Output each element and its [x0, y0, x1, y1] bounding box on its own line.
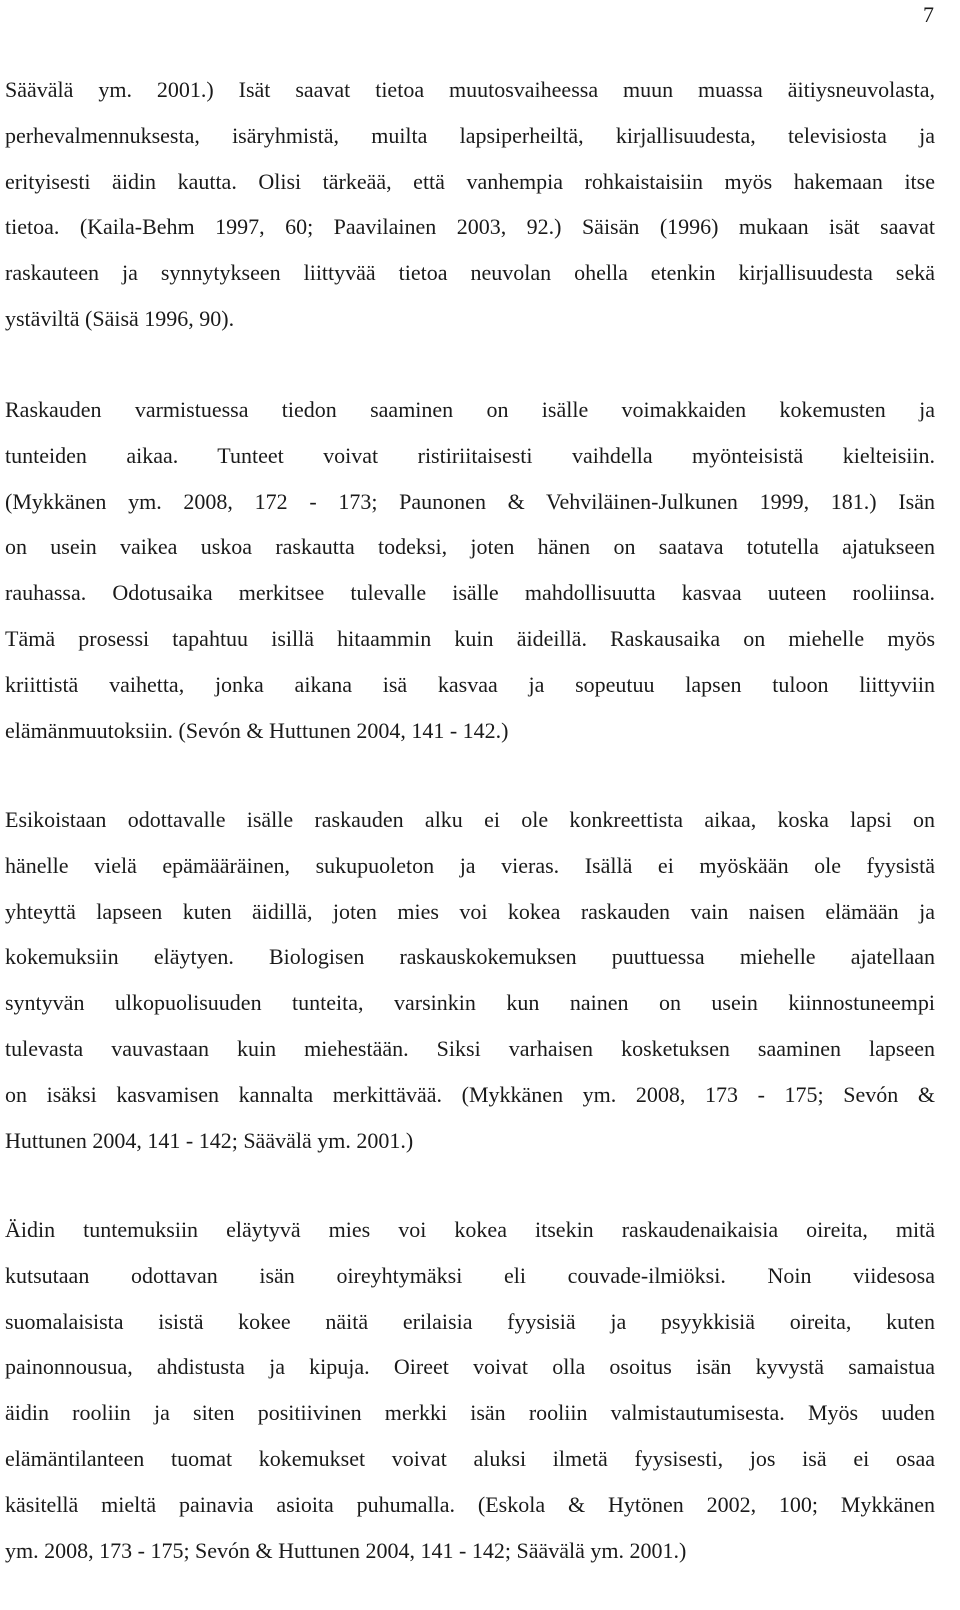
- text-line: hänelle vielä epämääräinen, sukupuoleton ja vieras. Isällä ei myöskään ole fyysistä: [5, 852, 935, 878]
- text-line: raskauteen ja synnytykseen liittyvää tietoa neuvolan ohella etenkin kirjallisuudesta sekä: [5, 260, 935, 286]
- text-line: Säävälä ym. 2001.) Isät saavat tietoa muutosvaiheessa muun muassa äitiysneuvolasta,: [5, 77, 935, 102]
- page-number: 7: [923, 2, 934, 27]
- text-line: perhevalmennuksesta, isäryhmistä, muilta lapsiperheiltä, kirjallisuudesta, televisiosta ja: [5, 122, 935, 148]
- text-line: ystäviltä (Säisä 1996, 90).: [5, 305, 235, 331]
- text-line: Raskauden varmistuessa tiedon saaminen on isälle voimakkaiden kokemusten ja: [5, 397, 935, 422]
- text-line: elämänmuutoksiin. (Sevón & Huttunen 2004, 141 - 142.): [5, 717, 509, 743]
- paragraph-2: [5, 387, 935, 753]
- paragraph-1: [5, 67, 935, 342]
- text-line: yhteyttä lapseen kuten äidillä, joten mies voi kokea raskauden vain naisen elämään ja: [5, 898, 935, 924]
- paragraph-3: [5, 797, 935, 1163]
- text-line: suomalaisista isistä kokee näitä erilaisia fyysisiä ja psyykkisiä oireita, kuten: [5, 1308, 935, 1334]
- text-line: Huttunen 2004, 141 - 142; Säävälä ym. 2001.): [5, 1127, 414, 1153]
- text-line: on usein vaikea uskoa raskautta todeksi, joten hänen on saatava totutella ajatukseen: [5, 534, 935, 560]
- text-line: erityisesti äidin kautta. Olisi tärkeää, että vanhempia rohkaistaisiin myös hakemaan itse: [5, 168, 935, 194]
- text-line: tietoa. (Kaila-Behm 1997, 60; Paavilainen 2003, 92.) Säisän (1996) mukaan isät saavat: [5, 214, 935, 240]
- text-line: Äidin tuntemuksiin eläytyvä mies voi kokea itsekin raskaudenaikaisia oireita, mitä: [5, 1217, 935, 1242]
- text-line: on isäksi kasvamisen kannalta merkittävää. (Mykkänen ym. 2008, 173 - 175; Sevón &: [5, 1081, 935, 1107]
- text-line: painonnousua, ahdistusta ja kipuja. Oireet voivat olla osoitus isän kyvystä samaistua: [5, 1354, 935, 1380]
- text-line: käsitellä mieltä painavia asioita puhumalla. (Eskola & Hytönen 2002, 100; Mykkänen: [5, 1491, 935, 1517]
- paragraph-4: [5, 1207, 935, 1573]
- text-line: äidin rooliin ja siten positiivinen merkki isän rooliin valmistautumisesta. Myös uuden: [5, 1400, 935, 1426]
- text-line: Esikoistaan odottavalle isälle raskauden alku ei ole konkreettista aikaa, koska lapsi on: [5, 807, 935, 832]
- text-line: kriittistä vaihetta, jonka aikana isä kasvaa ja sopeutuu lapsen tuloon liittyviin: [5, 671, 935, 697]
- text-line: elämäntilanteen tuomat kokemukset voivat aluksi ilmetä fyysisesti, jos isä ei osaa: [5, 1445, 935, 1471]
- text-line: tunteiden aikaa. Tunteet voivat ristiriitaisesti vaihdella myönteisistä kielteisiin.: [5, 442, 935, 468]
- text-line: (Mykkänen ym. 2008, 172 - 173; Paunonen & Vehviläinen-Julkunen 1999, 181.) Isän: [5, 488, 935, 514]
- text-line: syntyvän ulkopuolisuuden tunteita, varsinkin kun nainen on usein kiinnostuneempi: [5, 990, 935, 1016]
- text-line: kutsutaan odottavan isän oireyhtymäksi eli couvade-ilmiöksi. Noin viidesosa: [5, 1262, 935, 1288]
- text-line: ym. 2008, 173 - 175; Sevón & Huttunen 2004, 141 - 142; Säävälä ym. 2001.): [5, 1537, 687, 1563]
- text-line: tulevasta vauvastaan kuin miehestään. Siksi varhaisen kosketuksen saaminen lapseen: [5, 1035, 935, 1061]
- text-line: rauhassa. Odotusaika merkitsee tulevalle isälle mahdollisuutta kasvaa uuteen rooliinsa.: [5, 580, 935, 606]
- text-line: Tämä prosessi tapahtuu isillä hitaammin kuin äideillä. Raskausaika on miehelle myös: [5, 625, 935, 651]
- text-line: kokemuksiin eläytyen. Biologisen raskauskokemuksen puuttuessa miehelle ajatellaan: [5, 944, 935, 970]
